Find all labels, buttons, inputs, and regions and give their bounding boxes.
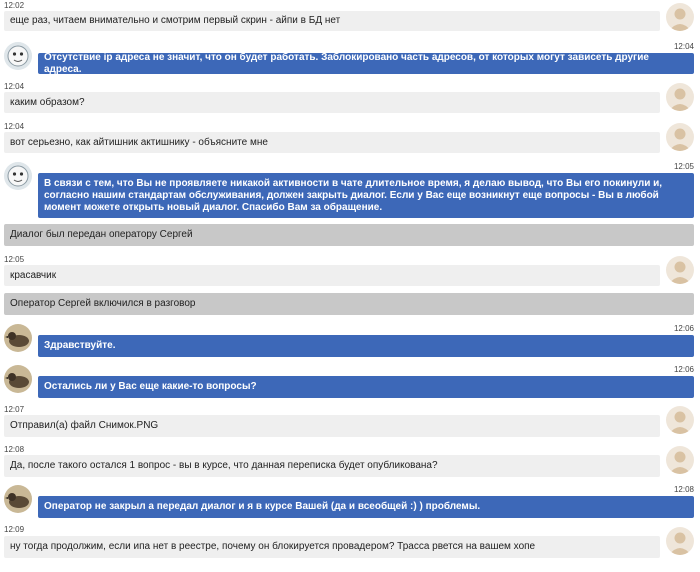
message-timestamp: 12:05 [4,255,25,264]
chat-message-user [0,253,700,287]
message-timestamp: 12:07 [4,405,25,414]
message-text: еще раз, читаем внимательно и смотрим первый скрин - айпи в БД нет [4,11,660,31]
chat-message-user [0,404,700,438]
message-timestamp: 12:08 [4,445,25,454]
message-timestamp: 12:04 [4,122,25,131]
bird-avatar-icon [4,485,32,513]
message-text: каким образом? [4,92,660,113]
message-timestamp: 12:08 [673,485,694,494]
system-notice [0,293,700,315]
user-avatar-icon [666,83,694,111]
system-notice [0,224,700,246]
system-notice-text: Оператор Сергей включился в разговор [4,293,694,315]
chat-message-user [0,120,700,154]
message-timestamp: 12:06 [673,324,694,333]
chat-message-operator [0,160,700,218]
message-timestamp: 12:06 [673,365,694,374]
message-text: Отправил(а) файл Снимок.PNG [4,415,660,437]
system-notice-text: Диалог был передан оператору Сергей [4,224,694,246]
chat-message-operator [0,40,700,76]
user-avatar-icon [666,406,694,434]
user-avatar-icon [666,446,694,474]
chat-message-user [0,444,700,478]
message-text: вот серьезно, как айтишник актишнику - объясните мне [4,132,660,153]
message-text: Остались ли у Вас еще какие-то вопросы? [38,376,694,398]
chat-message-user [0,0,700,34]
bird-avatar-icon [4,365,32,393]
message-text: красавчик [4,265,660,286]
chat-message-operator [0,484,700,520]
user-avatar-icon [666,256,694,284]
message-text: В связи с тем, что Вы не проявляете никакой активности в чате длительное время, я делаю вывод, что Вы его покинули и, согласно нашим стандартам обслуживания, должен закрыть диалог. Если у Вас еще возникнут еще вопросы - Вы в любой момент можете открыть новый диалог. Спасибо Вам за обращение. [38,173,694,218]
yeti-avatar-icon [4,162,32,190]
message-text: Да, после такого остался 1 вопрос - вы в курсе, что данная переписка будет опубликована? [4,455,660,477]
user-avatar-icon [666,3,694,31]
chat-message-user [0,524,700,560]
user-avatar-icon [666,123,694,151]
chat-message-user [0,79,700,113]
user-avatar-icon [666,527,694,555]
yeti-avatar-icon [4,42,32,70]
message-text: Оператор не закрыл а передал диалог и я в курсе Вашей (да и всеобщей :) ) проблемы. [38,496,694,518]
message-timestamp: 12:09 [4,525,25,534]
message-timestamp: 12:04 [673,42,694,51]
bird-avatar-icon [4,324,32,352]
message-timestamp: 12:05 [673,162,694,171]
message-text: ну тогда продолжим, если ипа нет в реестре, почему он блокируется провадером? Трасса рвется на вашем хопе [4,536,660,558]
chat-message-operator [0,322,700,360]
message-timestamp: 12:02 [4,1,25,10]
message-timestamp: 12:04 [4,82,25,91]
message-text: Отсутствие ip адреса не значит, что он будет работать. Заблокировано часть адресов, от которых могут зависеть другие адреса. [38,53,694,74]
chat-message-operator [0,363,700,401]
message-text: Здравствуйте. [38,335,694,357]
